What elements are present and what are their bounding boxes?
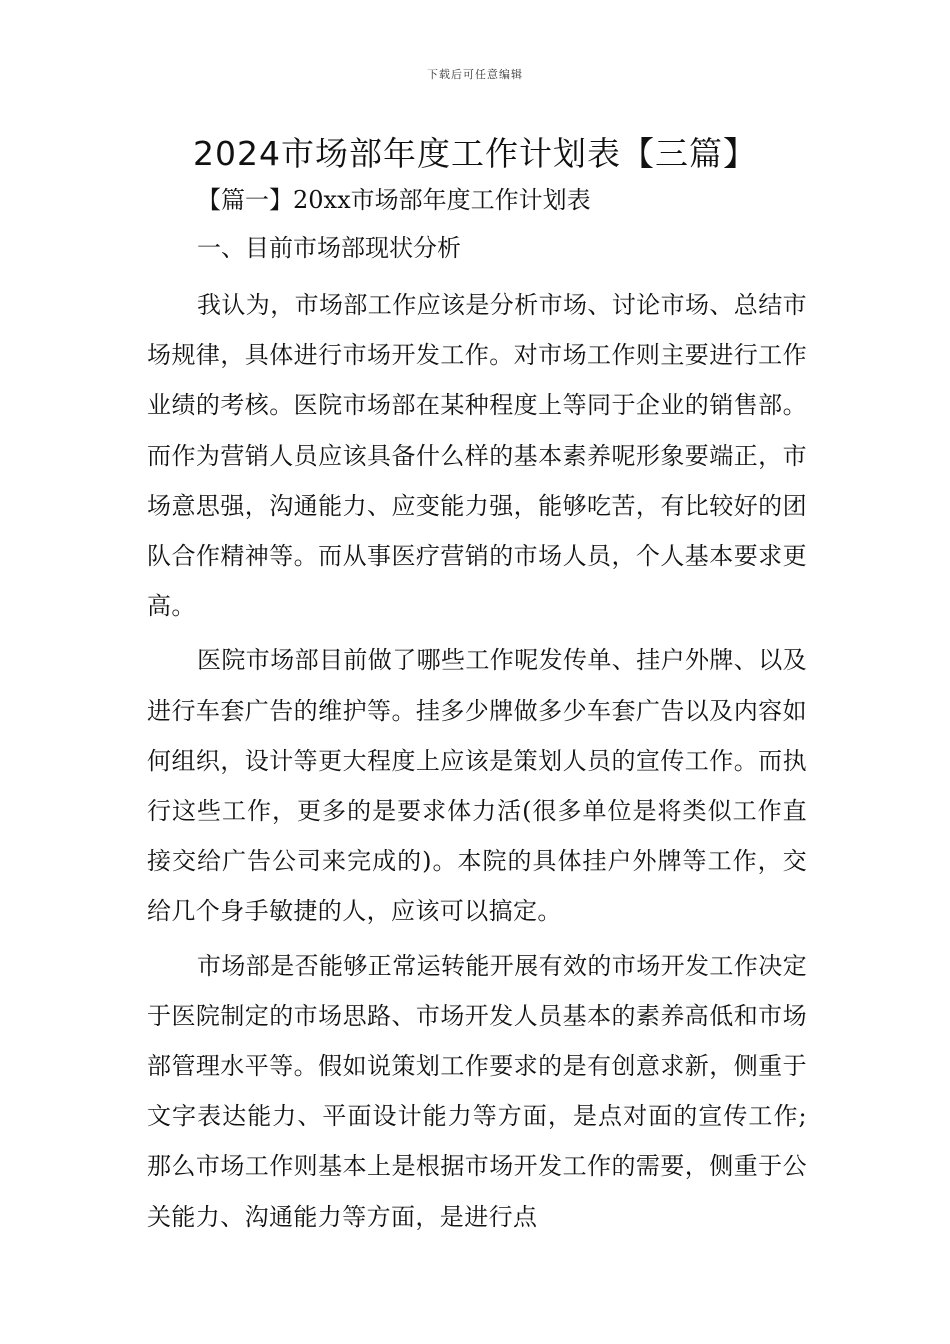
section-heading: 【篇一】20xx市场部年度工作计划表 [197,186,591,214]
body-paragraph-2: 医院市场部目前做了哪些工作呢发传单、挂户外牌、以及进行车套广告的维护等。挂多少牌做多少车套广告以及内容如何组织，设计等更大程度上应该是策划人员的宣传工作。而执行这些工作，更多的是要求体力活(很多单位是将类似工作直接交给广告公司来完成的)。本院的具体挂户外牌等工作，交给几个身手敏捷的人，应该可以搞定。 [147,646,807,926]
body-paragraph-1: 我认为，市场部工作应该是分析市场、讨论市场、总结市场规律，具体进行市场开发工作。对市场工作则主要进行工作业绩的考核。医院市场部在某种程度上等同于企业的销售部。而作为营销人员应该具备什么样的基本素养呢形象要端正，市场意思强，沟通能力、应变能力强，能够吃苦，有比较好的团队合作精神等。而从事医疗营销的市场人员，个人基本要求更高。 [147,291,807,621]
subsection-heading: 一、目前市场部现状分析 [197,234,461,262]
page-header-note: 下载后可任意编辑 [427,68,523,81]
document-title: 2024市场部年度工作计划表【三篇】 [193,134,757,173]
body-paragraph-3: 市场部是否能够正常运转能开展有效的市场开发工作决定于医院制定的市场思路、市场开发人员基本的素养高低和市场部管理水平等。假如说策划工作要求的是有创意求新，侧重于文字表达能力、平面设计能力等方面，是点对面的宣传工作;那么市场工作则基本上是根据市场开发工作的需要，侧重于公关能力、沟通能力等方面，是进行点 [147,951,807,1231]
document-body [147,280,807,1246]
